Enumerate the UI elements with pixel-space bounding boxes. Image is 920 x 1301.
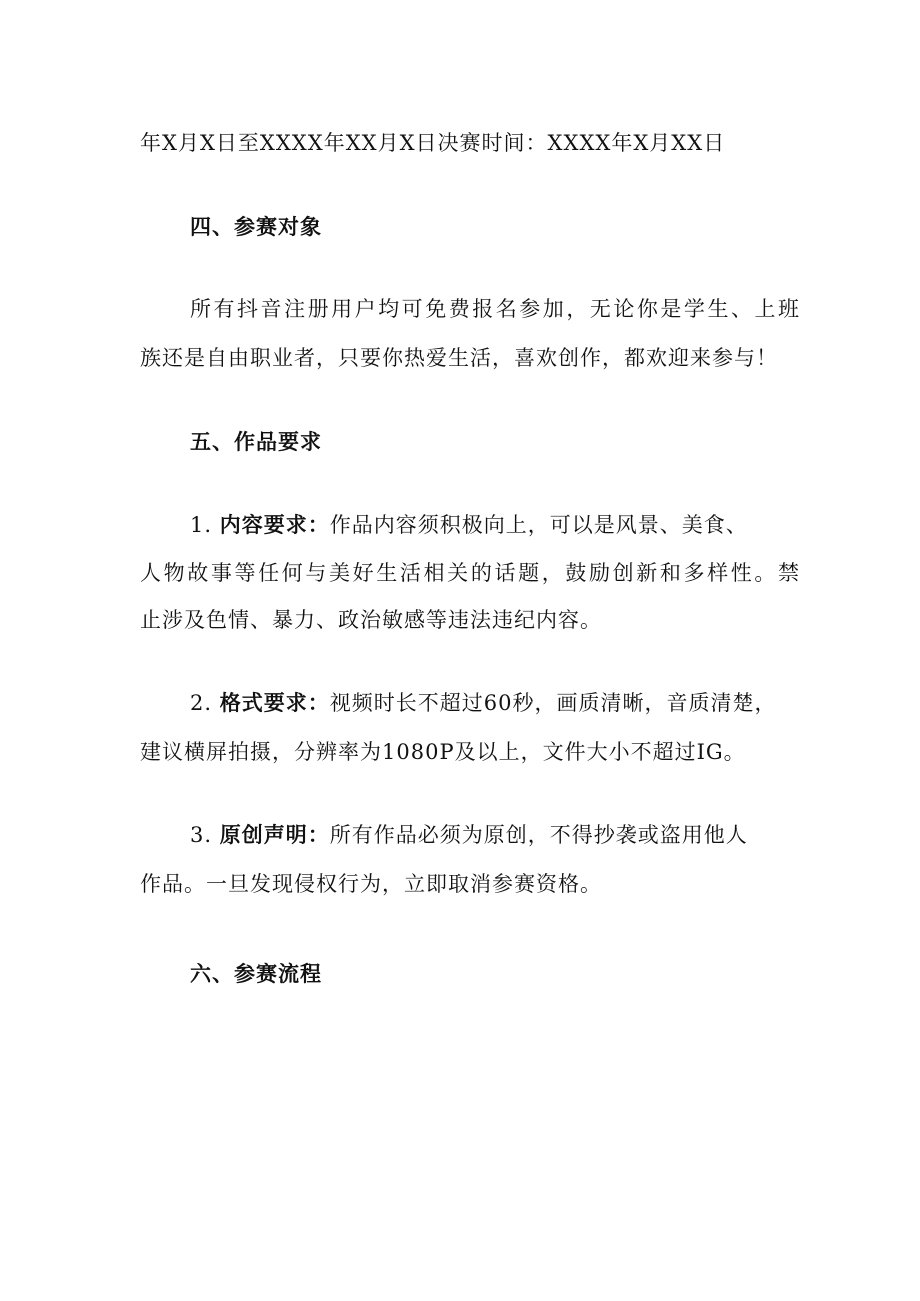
item-3-line-2: 作品。一旦发现侵权行为，立即取消参赛资格。 [140, 872, 602, 896]
schedule-line [140, 128, 800, 158]
section-5-heading: 五、作品要求 [190, 429, 322, 454]
item-2-line-1 [190, 688, 800, 718]
item-1-label: 内容要求： [219, 512, 330, 537]
item-1-line-1 [190, 510, 800, 540]
item-3-label: 原创声明： [219, 822, 330, 847]
item-1-text-1: 作品内容须积极向上，可以是风景、美食、 [329, 513, 748, 537]
section-6-heading: 六、参赛流程 [190, 961, 322, 986]
item-1-line-2: 人物故事等任何与美好生活相关的话题，鼓励创新和多样性。禁 [140, 561, 800, 585]
section-4-paragraph-line-2: 族还是自由职业者，只要你热爱生活，喜欢创作，都欢迎来参与！ [140, 346, 778, 370]
section-4-paragraph-line-1: 所有抖音注册用户均可免费报名参加，无论你是学生、上班 [190, 297, 800, 321]
item-2-label: 格式要求： [219, 690, 330, 715]
item-1-number: 1. [190, 513, 213, 537]
section-4-heading: 四、参赛对象 [190, 214, 322, 239]
item-3-text-1: 所有作品必须为原创，不得抄袭或盗用他人 [329, 823, 748, 847]
item-2-text-1: 视频时长不超过60秒，画质清晰，音质清楚， [329, 691, 777, 715]
item-1-line-3: 止涉及色情、暴力、政治敏感等违法违纪内容。 [140, 608, 602, 632]
schedule-text: 年X月X日至XXXX年XX月X日决赛时间：XXXX年X月XX日 [140, 131, 726, 155]
item-2-number: 2. [190, 691, 213, 715]
item-3-number: 3. [190, 823, 213, 847]
item-3-line-1 [190, 820, 800, 850]
item-2-line-2: 建议横屏拍摄，分辨率为1080P及以上，文件大小不超过IG。 [140, 740, 746, 764]
